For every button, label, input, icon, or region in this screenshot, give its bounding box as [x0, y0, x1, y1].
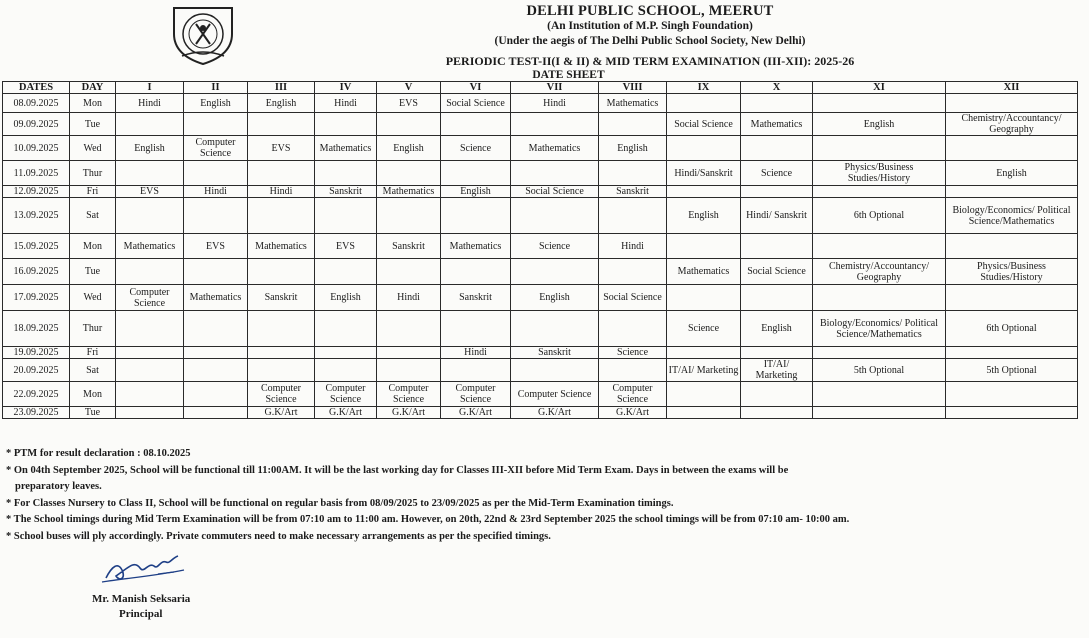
table-cell — [667, 407, 741, 419]
table-cell — [441, 259, 511, 285]
table-cell — [377, 311, 441, 347]
table-cell — [184, 311, 248, 347]
table-cell: English — [248, 94, 315, 113]
table-cell — [946, 186, 1078, 198]
header — [300, 4, 1000, 69]
table-cell: English — [813, 113, 946, 136]
table-cell — [946, 234, 1078, 259]
table-row — [3, 234, 1078, 259]
column-header: XII — [946, 82, 1078, 94]
table-cell: Hindi — [248, 186, 315, 198]
table-row — [3, 359, 1078, 382]
table-cell: Hindi — [184, 186, 248, 198]
table-cell — [741, 407, 813, 419]
table-cell: G.K/Art — [599, 407, 667, 419]
table-cell: 11.09.2025 — [3, 161, 70, 186]
table-cell — [377, 161, 441, 186]
table-cell — [511, 311, 599, 347]
table-cell — [813, 347, 946, 359]
table-cell — [315, 198, 377, 234]
table-cell — [741, 94, 813, 113]
table-cell — [946, 407, 1078, 419]
table-cell: Fri — [70, 186, 116, 198]
table-cell: G.K/Art — [511, 407, 599, 419]
table-cell: Sanskrit — [315, 186, 377, 198]
table-cell — [946, 94, 1078, 113]
principal-title: Principal — [119, 608, 163, 620]
table-cell — [599, 259, 667, 285]
table-cell — [184, 161, 248, 186]
table-cell: Sanskrit — [377, 234, 441, 259]
table-cell: 15.09.2025 — [3, 234, 70, 259]
table-cell: Mathematics — [741, 113, 813, 136]
table-cell: IT/AI/ Marketing — [741, 359, 813, 382]
table-row — [3, 113, 1078, 136]
table-cell: Mathematics — [441, 234, 511, 259]
table-cell — [116, 382, 184, 407]
table-cell — [184, 382, 248, 407]
table-cell: Tue — [70, 407, 116, 419]
notes — [6, 446, 1076, 545]
table-cell — [116, 198, 184, 234]
table-cell — [946, 136, 1078, 161]
column-header: IX — [667, 82, 741, 94]
aegis-line: (Under the aegis of The Delhi Public School Society, New Delhi) — [494, 35, 806, 47]
table-row — [3, 407, 1078, 419]
table-cell: Wed — [70, 136, 116, 161]
table-cell — [315, 311, 377, 347]
table-cell: Chemistry/Accountancy/ Geography — [813, 259, 946, 285]
table-cell: Mathematics — [511, 136, 599, 161]
table-cell: Hindi — [377, 285, 441, 311]
table-cell: 23.09.2025 — [3, 407, 70, 419]
column-header: V — [377, 82, 441, 94]
table-cell — [946, 285, 1078, 311]
table-cell — [741, 285, 813, 311]
date-sheet-table — [2, 81, 1078, 419]
table-cell: Mathematics — [315, 136, 377, 161]
table-cell — [667, 136, 741, 161]
table-cell — [511, 198, 599, 234]
table-cell: Biology/Economics/ Political Science/Mathematics — [946, 198, 1078, 234]
table-cell — [599, 198, 667, 234]
table-cell: Tue — [70, 113, 116, 136]
table-cell: Computer Science — [511, 382, 599, 407]
header-row — [3, 82, 1078, 94]
table-cell — [813, 186, 946, 198]
table-cell — [248, 311, 315, 347]
table-cell — [315, 359, 377, 382]
table-cell — [116, 161, 184, 186]
table-cell: EVS — [315, 234, 377, 259]
table-cell: Sat — [70, 359, 116, 382]
table-cell: Physics/Business Studies/History — [946, 259, 1078, 285]
table-cell — [184, 198, 248, 234]
table-cell — [741, 382, 813, 407]
table-cell: 19.09.2025 — [3, 347, 70, 359]
table-cell: Sanskrit — [248, 285, 315, 311]
table-cell — [667, 186, 741, 198]
table-cell — [441, 113, 511, 136]
table-cell — [116, 113, 184, 136]
table-cell: English — [184, 94, 248, 113]
table-cell: Mon — [70, 382, 116, 407]
table-cell — [813, 136, 946, 161]
principal-name: Mr. Manish Seksaria — [92, 593, 191, 605]
table-cell: 16.09.2025 — [3, 259, 70, 285]
table-cell: Sanskrit — [441, 285, 511, 311]
table-cell: EVS — [248, 136, 315, 161]
table-cell: Science — [667, 311, 741, 347]
table-cell — [511, 259, 599, 285]
table-cell — [511, 161, 599, 186]
table-cell: Science — [741, 161, 813, 186]
principal-block — [92, 592, 190, 622]
table-cell: English — [315, 285, 377, 311]
table-cell: Social Science — [741, 259, 813, 285]
table-cell: Computer Science — [441, 382, 511, 407]
table-cell: Sat — [70, 198, 116, 234]
exam-title: PERIODIC TEST-II(I & II) & MID TERM EXAMINATION (III-XII): 2025-26 — [445, 54, 855, 68]
table-cell: Computer Science — [184, 136, 248, 161]
table-cell: 17.09.2025 — [3, 285, 70, 311]
table-cell: Science — [599, 347, 667, 359]
table-cell: G.K/Art — [441, 407, 511, 419]
table-cell — [441, 161, 511, 186]
note-buses: * School buses will ply accordingly. Private commuters need to make necessary arrangements as per the specified timings. — [6, 530, 551, 542]
table-cell: 6th Optional — [946, 311, 1078, 347]
table-cell: EVS — [377, 94, 441, 113]
table-cell — [248, 259, 315, 285]
table-cell — [667, 382, 741, 407]
table-cell: Social Science — [511, 186, 599, 198]
table-cell: 20.09.2025 — [3, 359, 70, 382]
column-header: VIII — [599, 82, 667, 94]
table-cell: English — [741, 311, 813, 347]
table-cell: G.K/Art — [315, 407, 377, 419]
column-header: VII — [511, 82, 599, 94]
table-cell: Hindi/Sanskrit — [667, 161, 741, 186]
note-nursery: * For Classes Nursery to Class II, School will be functional on regular basis from 08/09/2025 to 23/09/2025 as per the Mid-Term Examination timings. — [6, 497, 674, 509]
table-cell: English — [946, 161, 1078, 186]
table-cell: Science — [441, 136, 511, 161]
table-cell: Hindi — [599, 234, 667, 259]
table-cell — [377, 198, 441, 234]
table-cell: Science — [511, 234, 599, 259]
table-cell: English — [441, 186, 511, 198]
column-header: I — [116, 82, 184, 94]
table-cell: Fri — [70, 347, 116, 359]
table-cell: Computer Science — [599, 382, 667, 407]
table-cell — [377, 347, 441, 359]
column-header: VI — [441, 82, 511, 94]
table-row — [3, 347, 1078, 359]
table-cell: Sanskrit — [599, 186, 667, 198]
table-cell: Social Science — [599, 285, 667, 311]
table-cell: Hindi — [116, 94, 184, 113]
column-header: DAY — [70, 82, 116, 94]
table-cell: Mon — [70, 234, 116, 259]
table-cell — [116, 359, 184, 382]
table-cell: Hindi — [511, 94, 599, 113]
table-cell — [248, 113, 315, 136]
table-cell: English — [377, 136, 441, 161]
table-header — [3, 82, 1078, 94]
table-cell — [377, 113, 441, 136]
table-row — [3, 94, 1078, 113]
table-cell: G.K/Art — [377, 407, 441, 419]
table-cell — [599, 161, 667, 186]
table-cell: 5th Optional — [946, 359, 1078, 382]
note-ptm: * PTM for result declaration : 08.10.2025 — [6, 448, 191, 459]
table-cell — [184, 407, 248, 419]
table-cell: IT/AI/ Marketing — [667, 359, 741, 382]
table-cell — [599, 113, 667, 136]
table-cell — [511, 113, 599, 136]
table-cell: 6th Optional — [813, 198, 946, 234]
table-cell: Mathematics — [599, 94, 667, 113]
table-cell — [741, 186, 813, 198]
table-cell — [667, 347, 741, 359]
table-cell — [184, 359, 248, 382]
table-cell — [813, 285, 946, 311]
table-cell — [184, 113, 248, 136]
table-cell — [116, 311, 184, 347]
table-cell: 13.09.2025 — [3, 198, 70, 234]
table-cell — [184, 259, 248, 285]
table-row — [3, 311, 1078, 347]
table-cell: Social Science — [441, 94, 511, 113]
table-cell — [599, 311, 667, 347]
table-cell — [741, 136, 813, 161]
column-header: IV — [315, 82, 377, 94]
table-cell — [116, 347, 184, 359]
table-cell: Computer Science — [116, 285, 184, 311]
column-header: II — [184, 82, 248, 94]
table-cell — [116, 259, 184, 285]
school-name: DELHI PUBLIC SCHOOL, MEERUT — [526, 3, 774, 19]
table-cell: English — [511, 285, 599, 311]
table-cell — [667, 94, 741, 113]
table-cell: Computer Science — [377, 382, 441, 407]
column-header: X — [741, 82, 813, 94]
table-row — [3, 259, 1078, 285]
table-cell: Physics/Business Studies/History — [813, 161, 946, 186]
table-cell — [946, 382, 1078, 407]
table-cell — [441, 198, 511, 234]
table-cell: Mathematics — [184, 285, 248, 311]
table-cell — [599, 359, 667, 382]
column-header: DATES — [3, 82, 70, 94]
table-row — [3, 198, 1078, 234]
sheet-title: DATE SHEET — [532, 69, 605, 81]
school-logo — [166, 4, 240, 66]
table-cell: Computer Science — [248, 382, 315, 407]
table-cell — [248, 198, 315, 234]
table-cell — [315, 161, 377, 186]
table-cell — [315, 347, 377, 359]
table-cell: 08.09.2025 — [3, 94, 70, 113]
table-cell: Mathematics — [377, 186, 441, 198]
table-cell — [667, 234, 741, 259]
table-cell: Sanskrit — [511, 347, 599, 359]
table-cell: EVS — [116, 186, 184, 198]
table-cell — [315, 113, 377, 136]
table-cell: 12.09.2025 — [3, 186, 70, 198]
table-cell: 5th Optional — [813, 359, 946, 382]
table-cell — [315, 259, 377, 285]
table-row — [3, 136, 1078, 161]
table-cell: Thur — [70, 311, 116, 347]
table-cell: Computer Science — [315, 382, 377, 407]
table-cell — [813, 234, 946, 259]
institution-line: (An Institution of M.P. Singh Foundation) — [547, 20, 753, 32]
table-cell: Mathematics — [667, 259, 741, 285]
table-cell — [248, 161, 315, 186]
table-cell: English — [116, 136, 184, 161]
table-cell — [813, 407, 946, 419]
column-header: III — [248, 82, 315, 94]
table-cell: Mathematics — [116, 234, 184, 259]
table-cell — [741, 234, 813, 259]
table-cell: Thur — [70, 161, 116, 186]
table-cell — [441, 359, 511, 382]
table-cell — [248, 347, 315, 359]
table-cell — [667, 285, 741, 311]
table-cell — [441, 311, 511, 347]
table-cell — [377, 359, 441, 382]
table-cell: G.K/Art — [248, 407, 315, 419]
table-cell: Wed — [70, 285, 116, 311]
table-cell — [813, 382, 946, 407]
note-sept4-line1: * On 04th September 2025, School will be functional till 11:00AM. It will be the last working day for Classes III-XII before Mid Term Exam. Days in between the exams will be — [6, 464, 789, 476]
column-header: XI — [813, 82, 946, 94]
table-row — [3, 186, 1078, 198]
table-cell: Hindi — [441, 347, 511, 359]
table-row — [3, 382, 1078, 407]
table-cell: English — [599, 136, 667, 161]
table-cell: Hindi/ Sanskrit — [741, 198, 813, 234]
table-cell: EVS — [184, 234, 248, 259]
note-sept4-line2: preparatory leaves. — [15, 481, 102, 492]
table-cell — [813, 94, 946, 113]
table-cell: Hindi — [315, 94, 377, 113]
table-cell: 10.09.2025 — [3, 136, 70, 161]
table-cell: Social Science — [667, 113, 741, 136]
table-cell: English — [667, 198, 741, 234]
table-row — [3, 285, 1078, 311]
table-cell: 22.09.2025 — [3, 382, 70, 407]
table-cell: Tue — [70, 259, 116, 285]
table-cell: 09.09.2025 — [3, 113, 70, 136]
table-cell: 18.09.2025 — [3, 311, 70, 347]
table-cell: Chemistry/Accountancy/ Geography — [946, 113, 1078, 136]
table-cell — [377, 259, 441, 285]
table-cell — [116, 407, 184, 419]
table-cell — [946, 347, 1078, 359]
table-cell — [741, 347, 813, 359]
table-cell — [248, 359, 315, 382]
table-cell — [511, 359, 599, 382]
note-timings: * The School timings during Mid Term Examination will be from 07:10 am to 11:00 am. However, on 20th, 22nd & 23rd September 2025 the school timings will be from 07:10 am- 10:00 am. — [6, 514, 850, 525]
table-row — [3, 161, 1078, 186]
principal-signature — [98, 548, 188, 586]
table-cell: Biology/Economics/ Political Science/Mathematics — [813, 311, 946, 347]
table-cell: Mon — [70, 94, 116, 113]
table-body — [3, 94, 1078, 419]
table-cell: Mathematics — [248, 234, 315, 259]
table-cell — [184, 347, 248, 359]
